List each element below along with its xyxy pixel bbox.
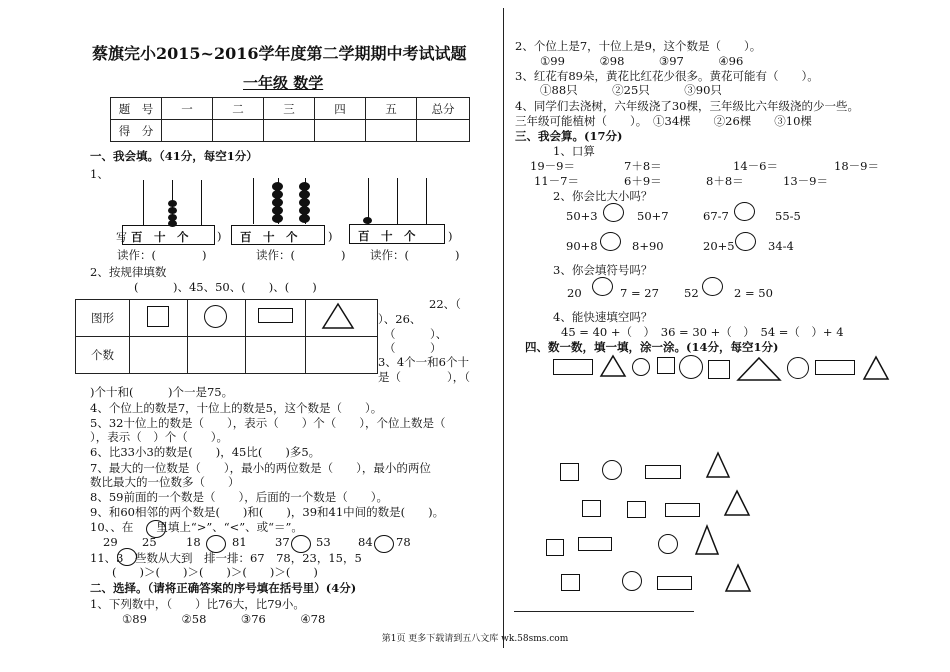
- score-header-cell: 四: [315, 98, 366, 120]
- compare-expr: 20+5: [703, 239, 735, 253]
- abacus-bead: [299, 214, 310, 223]
- section1-heading: 一、我会填。（41分，每空1分）: [90, 149, 258, 163]
- triangle-shape: [322, 303, 354, 329]
- s3-sub3: 3、你会填符号吗？: [553, 263, 653, 277]
- abacus-rod: [143, 180, 144, 225]
- pattern-count-input[interactable]: [188, 337, 246, 374]
- fill-blank-line: 45 = 40 +（ ） 36 = 30 +（ ） 54 =（ ）+ 4: [561, 325, 844, 339]
- side-text-3: （ ）、: [384, 327, 448, 341]
- abacus-rod: [397, 178, 398, 224]
- oral-calc: 18－9＝: [834, 159, 879, 173]
- oral-calc: 7＋8＝: [624, 159, 662, 173]
- section3-heading: 三、我会算。(17分): [515, 129, 623, 143]
- oral-calc: 13－9＝: [783, 174, 828, 188]
- q9-text: 9、和60相邻的两个数是( )和( )，39和41中间的数是( )。: [90, 505, 445, 519]
- s3-sub2: 2、你会比大小吗？: [553, 189, 653, 203]
- compare-expr: 50+3: [566, 209, 598, 223]
- rectangle-shape[interactable]: [578, 537, 612, 551]
- s2-q4-line-1: 4、同学们去浇树，六年级浇了30棵，三年级比六年级浇的少一些。: [515, 99, 859, 113]
- s2-q4-line-2: 三年级可能植树（ ）。 ①34棵 ②26棵 ③10棵: [515, 114, 812, 128]
- symbol-circle[interactable]: [702, 277, 723, 296]
- triangle-shape[interactable]: [695, 525, 719, 555]
- compare-circle[interactable]: [734, 202, 755, 221]
- score-input[interactable]: [264, 120, 315, 142]
- square-shape[interactable]: [546, 539, 564, 556]
- abacus-board: 百 十 个: [122, 225, 215, 245]
- score-header-cell: 五: [366, 98, 417, 120]
- square-shape[interactable]: [627, 501, 646, 518]
- compare-circle[interactable]: [600, 232, 621, 251]
- oral-calc: 8＋8＝: [706, 174, 744, 188]
- read-prompt: 读作：( ): [370, 248, 460, 262]
- circle-shape[interactable]: [658, 534, 678, 554]
- q7-line-1: 7、最大的一位数是（ ），最小的两位数是（ ），最小的两位: [90, 461, 431, 475]
- q11-text: 11、3 些数从大到 排一排：67 78，23，15，5: [90, 551, 362, 565]
- q3-line-2: 是（ ），（: [378, 370, 470, 384]
- triangle-shape: [863, 356, 889, 380]
- s2-q2-options: ①99 ②98 ③97 ④96: [540, 54, 744, 68]
- q3-line-3: )个十和( )个一是75。: [90, 385, 234, 399]
- triangle-shape[interactable]: [706, 452, 730, 478]
- compare-expr: 34-4: [768, 239, 794, 253]
- pattern-count-input[interactable]: [306, 337, 378, 374]
- abacus-bead: [363, 217, 372, 224]
- rectangle-shape[interactable]: [657, 576, 692, 590]
- symbol-expr: 20: [567, 286, 582, 300]
- triangle-shape[interactable]: [725, 564, 751, 592]
- column-divider: [503, 8, 504, 648]
- square-shape[interactable]: [582, 500, 601, 517]
- pattern-row-label: 个数: [76, 337, 130, 374]
- abacus-board: 百 十 个: [349, 224, 445, 244]
- compare-expr: 67-7: [703, 209, 729, 223]
- q10-number: 37: [275, 535, 290, 549]
- q8-text: 8、59前面的一个数是（ ），后面的一个数是（ ）。: [90, 490, 388, 504]
- circle-shape: [204, 305, 227, 328]
- square-shape[interactable]: [560, 463, 579, 481]
- rectangle-shape: [258, 308, 293, 323]
- symbol-circle[interactable]: [592, 277, 613, 296]
- s2-q2-text: 2、个位上是7，十位上是9，这个数是（ ）。: [515, 39, 762, 53]
- answer-line[interactable]: [514, 611, 694, 612]
- score-header-cell: 三: [264, 98, 315, 120]
- circle-shape: [632, 358, 650, 376]
- section4-heading: 四、数一数，填一填，涂一涂。(14分，每空1分): [525, 340, 779, 354]
- q4-text: 4、个位上的数是7，十位上的数是5，这个数是（ ）。: [90, 401, 383, 415]
- score-header-cell: 总分: [417, 98, 470, 120]
- s3-sub1: 1、口算: [553, 144, 595, 158]
- abacus-bead: [168, 200, 177, 207]
- oral-calc: 11－7＝: [534, 174, 579, 188]
- q10-number: 29: [103, 535, 118, 549]
- q10-number: 78: [396, 535, 411, 549]
- paren-close: ): [448, 229, 453, 243]
- rectangle-shape[interactable]: [645, 465, 681, 479]
- symbol-expr: 2 = 50: [734, 286, 773, 300]
- side-text-2: ）、26、: [378, 312, 422, 326]
- q10-text: 10、、在 里填上“>”、“<”、或“＝”。: [90, 520, 303, 534]
- exam-subtitle: 一年级 数学: [243, 74, 324, 92]
- q5-line-1: 5、32十位上的数是（ ），表示（ ）个（ ），个位上数是（: [90, 416, 446, 430]
- rectangle-shape: [553, 359, 593, 375]
- abacus-bead: [272, 214, 283, 223]
- compare-circle[interactable]: [603, 203, 624, 222]
- page-footer: 第1页 更多下载请到五八文库 wk.58sms.com: [381, 634, 569, 644]
- triangle-shape[interactable]: [724, 490, 750, 516]
- square-shape: [657, 357, 675, 374]
- score-input[interactable]: [315, 120, 366, 142]
- abacus-rod: [201, 180, 202, 225]
- circle-shape[interactable]: [602, 460, 622, 480]
- score-input[interactable]: [162, 120, 213, 142]
- q5-line-2: ），表示（ ）个（ ）。: [90, 430, 228, 444]
- paren-close: ): [217, 229, 222, 243]
- rectangle-shape[interactable]: [665, 503, 700, 517]
- s2-q1-text: 1、下列数中，（ ）比76大，比79小。: [90, 597, 305, 611]
- s2-q3-options: ①88只 ②25只 ③90只: [540, 83, 722, 97]
- abacus-rod: [426, 178, 427, 224]
- q2-label: 2、按规律填数: [90, 265, 167, 279]
- q2-sequence: ( )、45、50、( )、( ): [134, 280, 317, 294]
- write-label: 写: [116, 231, 127, 244]
- q3-line-1: 3、4个一和6个十: [378, 355, 469, 369]
- score-header-cell: 题 号: [111, 98, 162, 120]
- q10-number: 18: [186, 535, 201, 549]
- pattern-count-input[interactable]: [246, 337, 306, 374]
- triangle-shape: [600, 355, 626, 377]
- oral-calc: 6＋9＝: [624, 174, 662, 188]
- square-shape: [147, 306, 169, 327]
- abacus-rod: [253, 178, 254, 224]
- oral-calc: 14－6＝: [733, 159, 778, 173]
- score-input[interactable]: [417, 120, 470, 142]
- compare-circle[interactable]: [735, 232, 756, 251]
- side-text-4: （ ）: [384, 341, 442, 355]
- compare-expr: 8+90: [632, 239, 664, 253]
- paren-close: ): [328, 229, 333, 243]
- compare-expr: 50+7: [637, 209, 669, 223]
- score-input[interactable]: [213, 120, 264, 142]
- circle-shape[interactable]: [622, 571, 642, 591]
- read-prompt: 读作：( ): [117, 248, 207, 262]
- oral-calc: 19－9＝: [530, 159, 575, 173]
- section2-heading: 二、选择。（请将正确答案的序号填在括号里）(4分): [90, 581, 357, 595]
- q10-number: 84: [358, 535, 373, 549]
- s3-sub4: 4、能快速填空吗？: [553, 310, 653, 324]
- compare-circle[interactable]: [374, 535, 394, 553]
- q11-order-line: ( )＞( )＞( )＞( )＞( ): [112, 565, 318, 579]
- symbol-expr: 52: [684, 286, 699, 300]
- s2-q3-text: 3、红花有89朵，黄花比红花少很多。黄花可能有（ ）。: [515, 69, 819, 83]
- q10-number: 25: [142, 535, 157, 549]
- exam-title: 蔡旗完小2015~2016学年度第二学期期中考试试题: [92, 44, 467, 63]
- triangle-shape: [737, 357, 781, 381]
- q10-number: 53: [316, 535, 331, 549]
- score-header-cell: 二: [213, 98, 264, 120]
- circle-shape: [679, 355, 703, 379]
- side-text-1: 22、（: [429, 297, 461, 311]
- pattern-count-input[interactable]: [130, 337, 188, 374]
- abacus-board: 百 十 个: [231, 225, 325, 245]
- square-shape[interactable]: [561, 574, 580, 591]
- q6-text: 6、比33小3的数是( )，45比( )多5。: [90, 445, 321, 459]
- score-header-cell: 一: [162, 98, 213, 120]
- compare-expr: 90+8: [566, 239, 598, 253]
- read-prompt: 读作：( ): [256, 248, 346, 262]
- rectangle-shape: [815, 360, 855, 375]
- circle-shape: [787, 357, 809, 379]
- symbol-expr: 7 = 27: [620, 286, 659, 300]
- abacus-bead: [168, 207, 177, 214]
- q1-label: 1、: [90, 167, 109, 181]
- square-shape: [708, 360, 730, 379]
- q7-line-2: 数比最大的一位数多（ ）: [90, 475, 240, 489]
- s2-q1-options: ①89 ②58 ③76 ④78: [122, 612, 326, 626]
- score-row-label: 得 分: [111, 120, 162, 142]
- score-table: [110, 97, 470, 142]
- score-input[interactable]: [366, 120, 417, 142]
- compare-expr: 55-5: [775, 209, 801, 223]
- q10-number: 81: [232, 535, 247, 549]
- pattern-row-label: 图形: [76, 300, 130, 337]
